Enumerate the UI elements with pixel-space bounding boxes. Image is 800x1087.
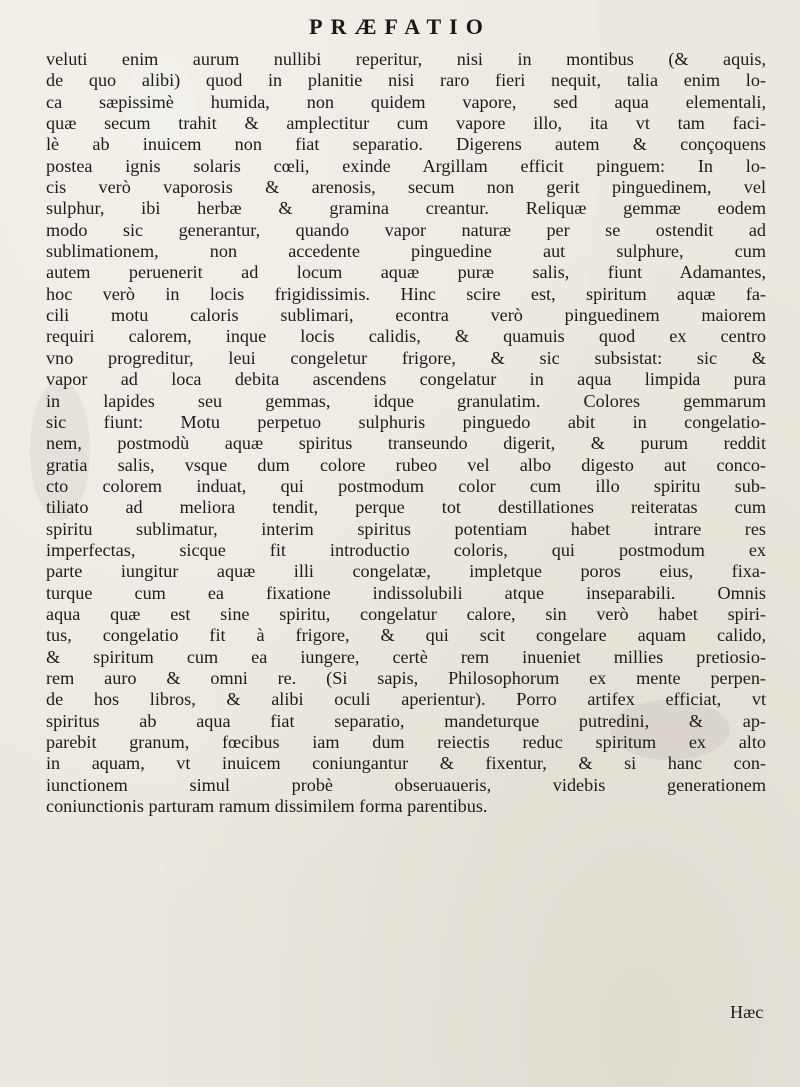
text-line: turque cum ea fixatione indissolubili atque inseparabili. Omnis <box>46 582 766 603</box>
text-line: & spiritum cum ea iungere, certè rem inueniet millies pretiosio- <box>46 646 766 667</box>
text-line: ca sæpissimè humida, non quidem vapore, sed aqua elementali, <box>46 91 766 112</box>
text-line: iunctionem simul probè obseruaueris, videbis generationem <box>46 774 766 795</box>
text-line: de hos libros, & alibi oculi aperientur). Porro artifex efficiat, vt <box>46 689 766 710</box>
text-line: imperfectas, sicque fit introductio coloris, qui postmodum ex <box>46 539 766 560</box>
text-line: rem auro & omni re. (Si sapis, Philosophorum ex mente perpen- <box>46 667 766 688</box>
text-line: parebit granum, fœcibus iam dum reiectis reduc spiritum ex alto <box>46 732 766 752</box>
text-line: vapor ad loca debita ascendens congelatur in aqua limpida pura <box>46 369 766 390</box>
text-line: nem, postmodù aquæ spiritus transeundo digerit, & purum reddit <box>46 433 766 454</box>
text-line: cto colorem induat, qui postmodum color cum illo spiritu sub- <box>46 475 766 496</box>
text-line: sulphur, ibi herbæ & gramina creantur. Reliquæ gemmæ eodem <box>46 198 766 219</box>
text-line: lè ab inuicem non fiat separatio. Digerens autem & conçoquens <box>46 134 766 155</box>
text-line: aqua quæ est sine spiritu, congelatur calore, sin verò habet spiri- <box>46 603 766 624</box>
text-line: coniunctionis parturam ramum dissimilem forma parentibus. <box>46 796 488 817</box>
text-line: spiritus ab aqua fiat separatio, mandeturque putredini, & ap- <box>46 710 766 731</box>
text-line: parte iungitur aquæ illi congelatæ, impletque poros eius, fixa- <box>46 561 766 582</box>
text-line: vno progreditur, leui congeletur frigore, & sic subsistat: sic & <box>46 347 766 368</box>
text-line: gratia salis, vsque dum colore rubeo vel albo digesto aut conco- <box>46 454 766 475</box>
text-line: postea ignis solaris cœli, exinde Argillam efficit pinguem: In lo- <box>46 155 766 176</box>
text-line: tiliato ad meliora tendit, perque tot destillationes reiteratas cum <box>46 497 766 518</box>
text-line: requiri calorem, inque locis calidis, & quamuis quod ex centro <box>46 326 766 347</box>
text-line: quæ secum trahit & amplectitur cum vapore illo, ita vt tam faci- <box>46 113 766 134</box>
text-line: de quo alibi) quod in planitie nisi raro fieri nequit, talia enim lo- <box>46 70 766 91</box>
catchword: Hæc <box>730 1002 764 1022</box>
text-line: sublimationem, non accedente pinguedine aut sulphure, cum <box>46 241 766 262</box>
text-line: modo sic generantur, quando vapor naturæ per se ostendit ad <box>46 219 766 240</box>
text-line: spiritu sublimatur, interim spiritus potentiam habet intrare res <box>46 518 766 539</box>
body-text <box>46 49 766 817</box>
text-line: hoc verò in locis frigidissimis. Hinc scire est, spiritum aquæ fa- <box>46 283 766 304</box>
text-line: cili motu caloris sublimari, econtra verò pinguedinem maiorem <box>46 305 766 326</box>
text-line: tus, congelatio fit à frigore, & qui scit congelare aquam calido, <box>46 625 766 646</box>
text-line: autem peruenerit ad locum aquæ puræ salis, fiunt Adamantes, <box>46 262 766 283</box>
text-line: sic fiunt: Motu perpetuo sulphuris pinguedo abit in congelatio- <box>46 411 766 432</box>
text-line: in lapides seu gemmas, idque granulatim. Colores gemmarum <box>46 390 766 411</box>
running-header: PRÆFATIO <box>309 14 491 39</box>
text-line: veluti enim aurum nullibi reperitur, nisi in montibus (& aquis, <box>46 49 766 69</box>
text-line: cis verò vaporosis & arenosis, secum non gerit pinguedinem, vel <box>46 177 766 198</box>
text-line: in aquam, vt inuicem coniungantur & fixentur, & si hanc con- <box>46 753 766 774</box>
